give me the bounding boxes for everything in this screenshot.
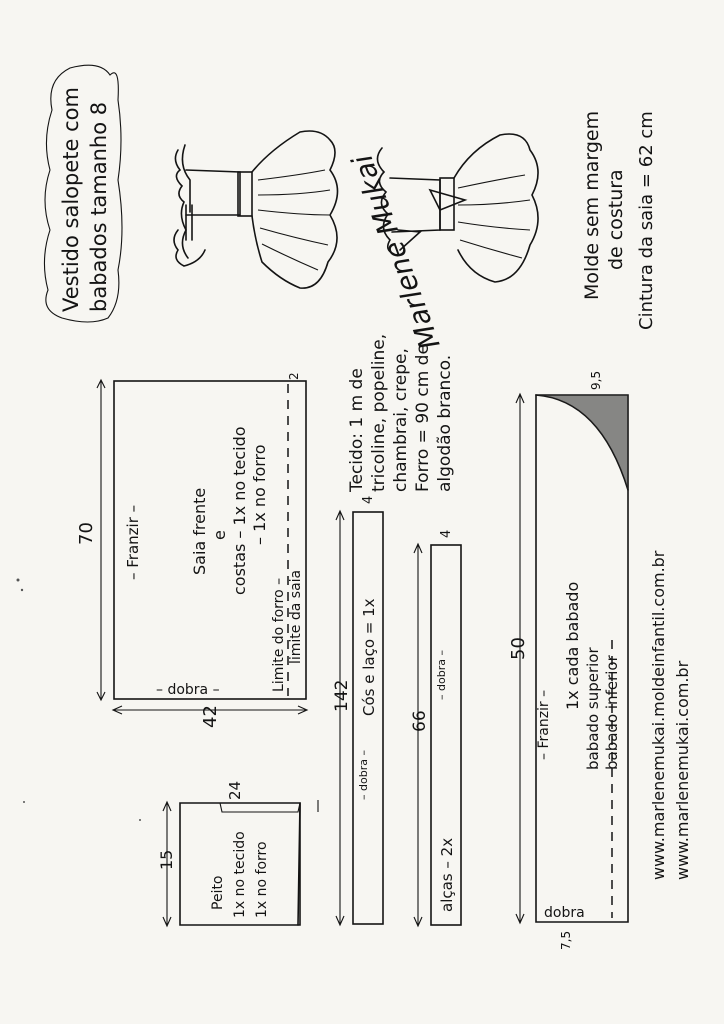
alcas-label: alças – 2x — [438, 837, 456, 912]
alcas-length-label: 66 — [410, 710, 430, 732]
notes-block — [581, 111, 627, 300]
babado-dobra: dobra — [544, 905, 585, 921]
babado-length-label: 50 — [508, 637, 529, 660]
saia-name-2: e — [210, 530, 229, 540]
peito-label-3: 1x no forro — [254, 841, 270, 918]
note-molde-1: Molde sem margem — [581, 110, 603, 300]
cos-rectangle — [353, 512, 383, 924]
fabric-line-1: Tecido: 1 m de — [347, 368, 367, 492]
saia-dobra-label: – dobra – — [156, 682, 220, 698]
saia-text-block — [190, 426, 269, 595]
babado-label-3: babado inferior — [603, 655, 621, 770]
website-1: www.marlenemukai.moldeinfantil.com.br — [649, 550, 668, 880]
fabric-line-3: chambrai, crepe, — [391, 348, 411, 492]
fabric-line-5: algodão branco. — [435, 354, 455, 492]
babado-top-label: 9,5 — [589, 370, 603, 390]
saia-name-3: costas – 1x no tecido — [230, 426, 249, 595]
peito-label-2: 1x no tecido — [232, 831, 248, 918]
title-line-1: Vestido salopete com — [59, 87, 83, 312]
cos-piece — [332, 496, 383, 925]
saia-name-1: Saia frente — [190, 487, 209, 575]
cos-width-label: 4 — [361, 495, 376, 504]
dress-front-sketch — [174, 131, 338, 288]
cos-label: Cós e laço = 1x — [360, 598, 378, 716]
cos-dobra: – dobra – — [357, 750, 370, 800]
peito-label-1: Peito — [210, 875, 226, 910]
babado-bottom-label: 7,5 — [559, 930, 573, 950]
saia-franzir-label: – Franzir – — [124, 504, 142, 580]
fabric-note — [347, 334, 455, 493]
cos-length-label: 142 — [332, 679, 352, 712]
babado-label-1: 1x cada babado — [563, 581, 582, 710]
signature: Marlene Mukai — [345, 150, 447, 354]
alcas-piece — [410, 530, 461, 926]
fabric-line-2: tricoline, popeline, — [369, 333, 389, 492]
babado-piece — [508, 371, 628, 950]
note-molde-2: de costura — [605, 169, 627, 270]
saia-name-4: – 1x no forro — [250, 444, 269, 545]
babado-label-2: babado superior — [584, 647, 602, 770]
saia-limite-2: limite da saia — [288, 569, 304, 664]
website-2: www.marlenemukai.com.br — [673, 660, 692, 880]
title-block — [59, 87, 111, 312]
alcas-width-label: 4 — [439, 529, 454, 538]
fabric-line-4: Forro = 90 cm de — [413, 344, 433, 492]
note-cintura: Cintura da saia = 62 cm — [636, 111, 657, 330]
saia-height-label: 42 — [200, 705, 221, 728]
saia-limite-1: Limite do forro – — [271, 577, 287, 692]
peito-height-label: 15 — [157, 849, 176, 870]
saia-edge-label: 2 — [287, 372, 301, 380]
saia-width-label: 70 — [76, 522, 97, 545]
babado-hatch — [536, 395, 628, 490]
alcas-dobra: – dobra – — [435, 650, 448, 700]
saia-piece — [76, 372, 307, 728]
title-line-2: babados tamanho 8 — [87, 101, 111, 312]
peito-width-label: 24 — [226, 780, 244, 800]
peito-piece — [157, 781, 318, 926]
babado-franzir-label: – Franzir – — [536, 689, 552, 760]
